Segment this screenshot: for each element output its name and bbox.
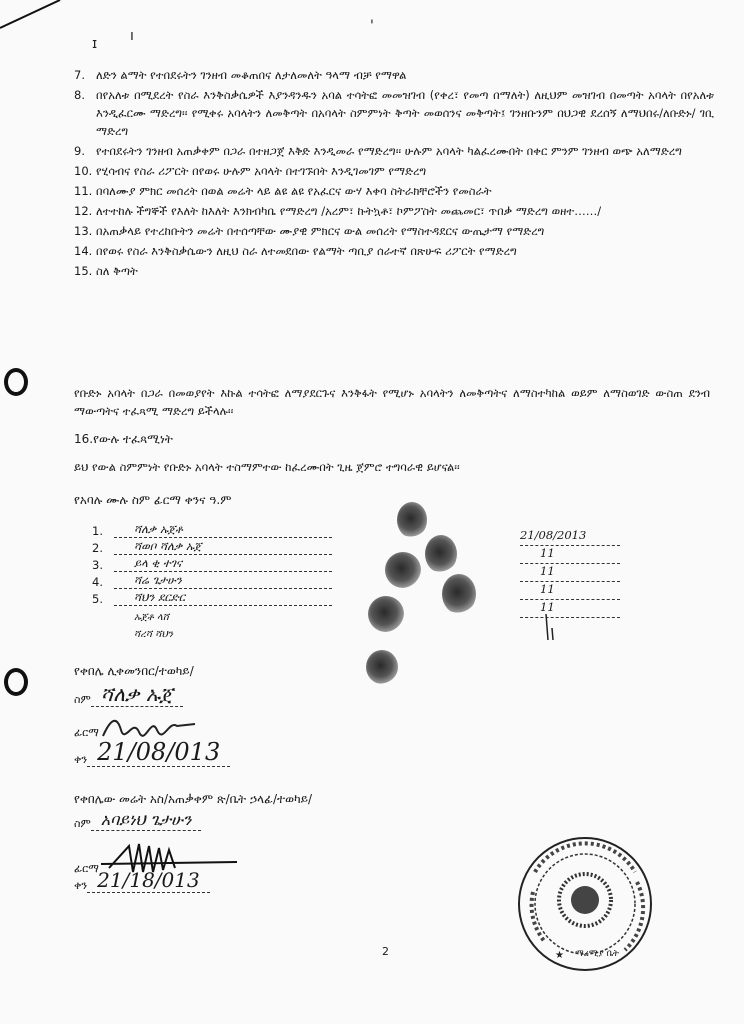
scan-speck: ı: [130, 28, 134, 44]
list-item: 11. በባለሙያ ምክር መሰረት በወል መሬት ላይ ልዩ ልዩ የአፈርና ውሃ እቀባ ስትራክቸሮችን የመስራት: [74, 184, 492, 198]
member-row-extra: [92, 623, 332, 640]
list-item: 14. በየወሩ የስራ እንቅስቃሴውን ለዚህ ስራ ለተመደበው የልማት ጣቢያ ሰራተኛ በጽሁፍ ሪፖርት የማድረግ: [74, 244, 517, 258]
list-item: 12. ለተተከሉ ችግኞች የእለት ከእለት እንክብካቤ የማድረግ /አረም፣ ኩትኳቶ፣ ኮምፖስት መጨመር፣ ጥበቃ ማድረግ ወዘተ……/: [74, 204, 602, 218]
list-item: 13. በአጠቃላይ የተረከቡትን መሬት በተሰጣቸው ሙያዊ ምክርና ውል መሰረት የማስተዳደርና ውጤታማ የማድረግ: [74, 224, 545, 238]
punch-hole: [4, 368, 28, 396]
member-name: ሻወቦ ሻለቃ ኡጀ: [114, 539, 332, 555]
fingerprint: [425, 535, 457, 573]
list-item: 8. በየአለቱ በሚደረት የስራ እንቅስቃሴዎች እያንዳንዱን አባል ተሳትፎ መመዝገብ (የቀረ፣ የመጣ በማለት) ለዚህም መዝገብ በመጣት አባላት በየአለቱ እንዲፈርሙ ማድረግ፡፡ የሚቀሩ አባላትን ለመቅጣት በአባላት ስምምነት ቅጣት መወሰንና መቅጣት፤ ገንዘቡንም በህጋዊ ደረሰኝ ለማህበሩ/ለቡድኑ/ ገቢ ማድረግ: [74, 88, 714, 138]
scan-edge-line: [0, 0, 80, 30]
handwritten-date: 21/08/013: [87, 738, 230, 767]
punch-hole: [4, 668, 28, 696]
kebele-chair-signature-field: ፊርማ: [74, 712, 199, 740]
member-date: 11: [520, 600, 620, 618]
land-office-name-field: ስም አባይነህ ጌታሁን: [74, 810, 201, 831]
star-icon: ★: [555, 950, 564, 961]
scan-speck: ɪ: [92, 36, 98, 52]
handwritten-date: 21/18/013: [87, 868, 210, 893]
member-row: 4. ሻሬ ጌታሁን: [92, 572, 332, 589]
seal-text: ማረሚያ ቤት: [575, 949, 619, 959]
land-office-signature-field: ፊርማ: [74, 838, 239, 876]
land-office-heading: የቀበሌው መሬት አስ/አጠቃቀም ጽ/ቤት ኃላፊ/ተወካይ/: [74, 792, 313, 806]
member-name: ሻለቃ ኡጀቶ: [114, 522, 332, 538]
member-row: 3. ይላ ቂ ተገና: [92, 555, 332, 572]
section16-text: ይህ የውል ስምምነት የቡድኑ አባላት ተስማምተው ከፈረሙበት ጊዜ ጀምሮ ተግባራዊ ይሆናል፡፡: [74, 460, 460, 474]
list-item: 10. የሂሳብና የስራ ሪፖርት በየወሩ ሁሉም አባላት በተገኙበት እንዲገመገም የማድረግ: [74, 164, 427, 178]
member-row: 2. ሻወቦ ሻለቃ ኡጀ: [92, 538, 332, 555]
obligations-list: [74, 66, 714, 282]
member-name: ሻሬ ጌታሁን: [114, 573, 332, 589]
member-dates: [520, 528, 620, 618]
scan-speck: ': [370, 18, 374, 34]
members-signature-table: [92, 521, 332, 640]
page-number: 2: [382, 945, 389, 958]
member-name: ይላ ቂ ተገና: [114, 556, 332, 572]
fingerprint: [368, 596, 404, 632]
land-office-date-field: ቀን 21/18/013: [74, 868, 210, 893]
kebele-chair-heading: የቀበሌ ሊቀመንበር/ተወካይ/: [74, 664, 194, 678]
handwritten-name: አባይነህ ጌታሁን: [91, 810, 202, 831]
official-seal-stamp: [505, 832, 663, 972]
member-row: 1. ሻለቃ ኡጀቶ: [92, 521, 332, 538]
signature-image: [99, 712, 199, 740]
fingerprint: [385, 552, 421, 588]
member-row-extra: [92, 606, 332, 623]
extra-name: ሻረሻ ሻህን: [134, 629, 174, 640]
kebele-chair-date-field: ቀን 21/08/013: [74, 738, 230, 767]
list-item: 15. ስለ ቅጣት: [74, 264, 138, 278]
member-date: 21/08/2013: [520, 528, 620, 546]
member-date: 11: [520, 546, 620, 564]
member-row: 5. ሻህን ደርድር: [92, 589, 332, 606]
member-date: 11: [520, 582, 620, 600]
penalty-paragraph: የቡድኑ አባላት በጋራ በመወያየት እኩል ተሳትፎ ለማያደርጉና እንቅፋት የሚሆኑ አባላትን ለመቅጣትና ለማስተካከል ወይም ለማስወገድ ውስጠ ደንብ ማውጣትና ተፈጻሚ ማድረግ ይችላሉ፡፡: [74, 386, 710, 418]
handwritten-name: ሻለቃ ኡጀ: [91, 682, 183, 707]
members-header: የአባሉ ሙሉ ስም ፊርማ ቀንና ዓ.ም: [74, 493, 232, 507]
member-date: 11: [520, 564, 620, 582]
check-mark: [540, 612, 560, 642]
extra-name: ኡጀቶ ላሸ: [134, 612, 169, 623]
member-name: ሻህን ደርድር: [114, 590, 332, 606]
kebele-chair-name-field: ስም ሻለቃ ኡጀ: [74, 682, 183, 707]
fingerprint: [366, 650, 398, 684]
fingerprint: [397, 502, 427, 538]
fingerprint: [442, 574, 476, 614]
section16-heading: 16.የውሉ ተፈጻሚነት: [74, 432, 173, 446]
list-item: 9. የተበደሩትን ገንዘብ አጠቃቀም በጋራ በተዘጋጀ እቅድ እንዲመራ የማድረግ፡፡ ሁሉም አባላት ካልፈረሙበት በቀር ምንም ገንዘብ ወጭ አለማድረግ: [74, 144, 682, 158]
list-item: 7. ለድን ልማት የተበደሩትን ገንዘብ መቆጠበና ለታለመለት ዓላማ ብቻ የማዋል: [74, 68, 407, 82]
